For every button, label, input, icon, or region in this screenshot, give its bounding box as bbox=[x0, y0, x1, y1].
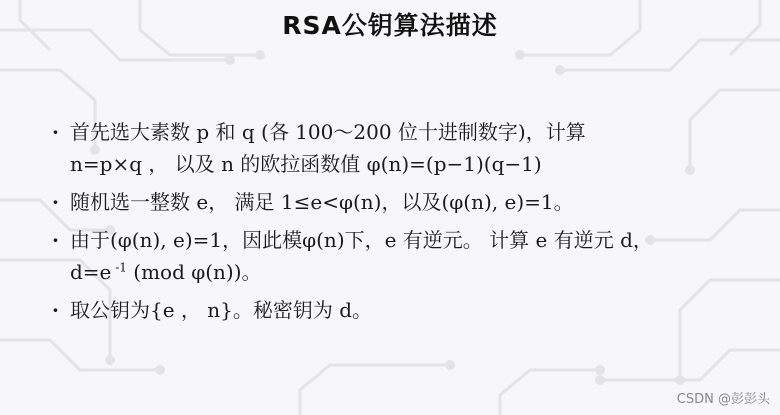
page-title: RSA公钥算法描述 bbox=[282, 11, 498, 40]
bullet-3-formula bbox=[70, 256, 752, 288]
bullet-list bbox=[52, 116, 752, 332]
bullet-item-1 bbox=[52, 116, 752, 180]
formula-exponent: -1 bbox=[111, 260, 127, 275]
bullet-dot-icon: · bbox=[52, 120, 59, 144]
bullet-3-line-1: 由于(φ(n), e)=1，因此模φ(n)下，e 有逆元。 计算 e 有逆元 d， bbox=[70, 228, 653, 252]
bullet-dot-icon: · bbox=[52, 228, 59, 252]
bullet-item-4 bbox=[52, 294, 752, 326]
watermark: CSDN @彭彭头 bbox=[676, 392, 770, 407]
bullet-1-line-1: 首先选大素数 p 和 q (各 100～200 位十进制数字)，计算 bbox=[70, 120, 586, 144]
bullet-dot-icon: · bbox=[52, 190, 59, 214]
formula-suffix: (mod φ(n))。 bbox=[126, 260, 262, 284]
bullet-2-line-1: 随机选一整数 e， 满足 1≤e<φ(n)，以及(φ(n), e)=1。 bbox=[70, 190, 574, 214]
formula-prefix: d=e bbox=[70, 260, 112, 284]
bullet-dot-icon: · bbox=[52, 298, 59, 322]
bullet-1-line-2: n=p×q ， 以及 n 的欧拉函数值 φ(n)=(p−1)(q−1) bbox=[70, 152, 542, 176]
bullet-item-2 bbox=[52, 186, 752, 218]
bullet-4-line-1: 取公钥为{e ， n}。秘密钥为 d。 bbox=[70, 298, 373, 322]
bullet-item-3 bbox=[52, 224, 752, 288]
